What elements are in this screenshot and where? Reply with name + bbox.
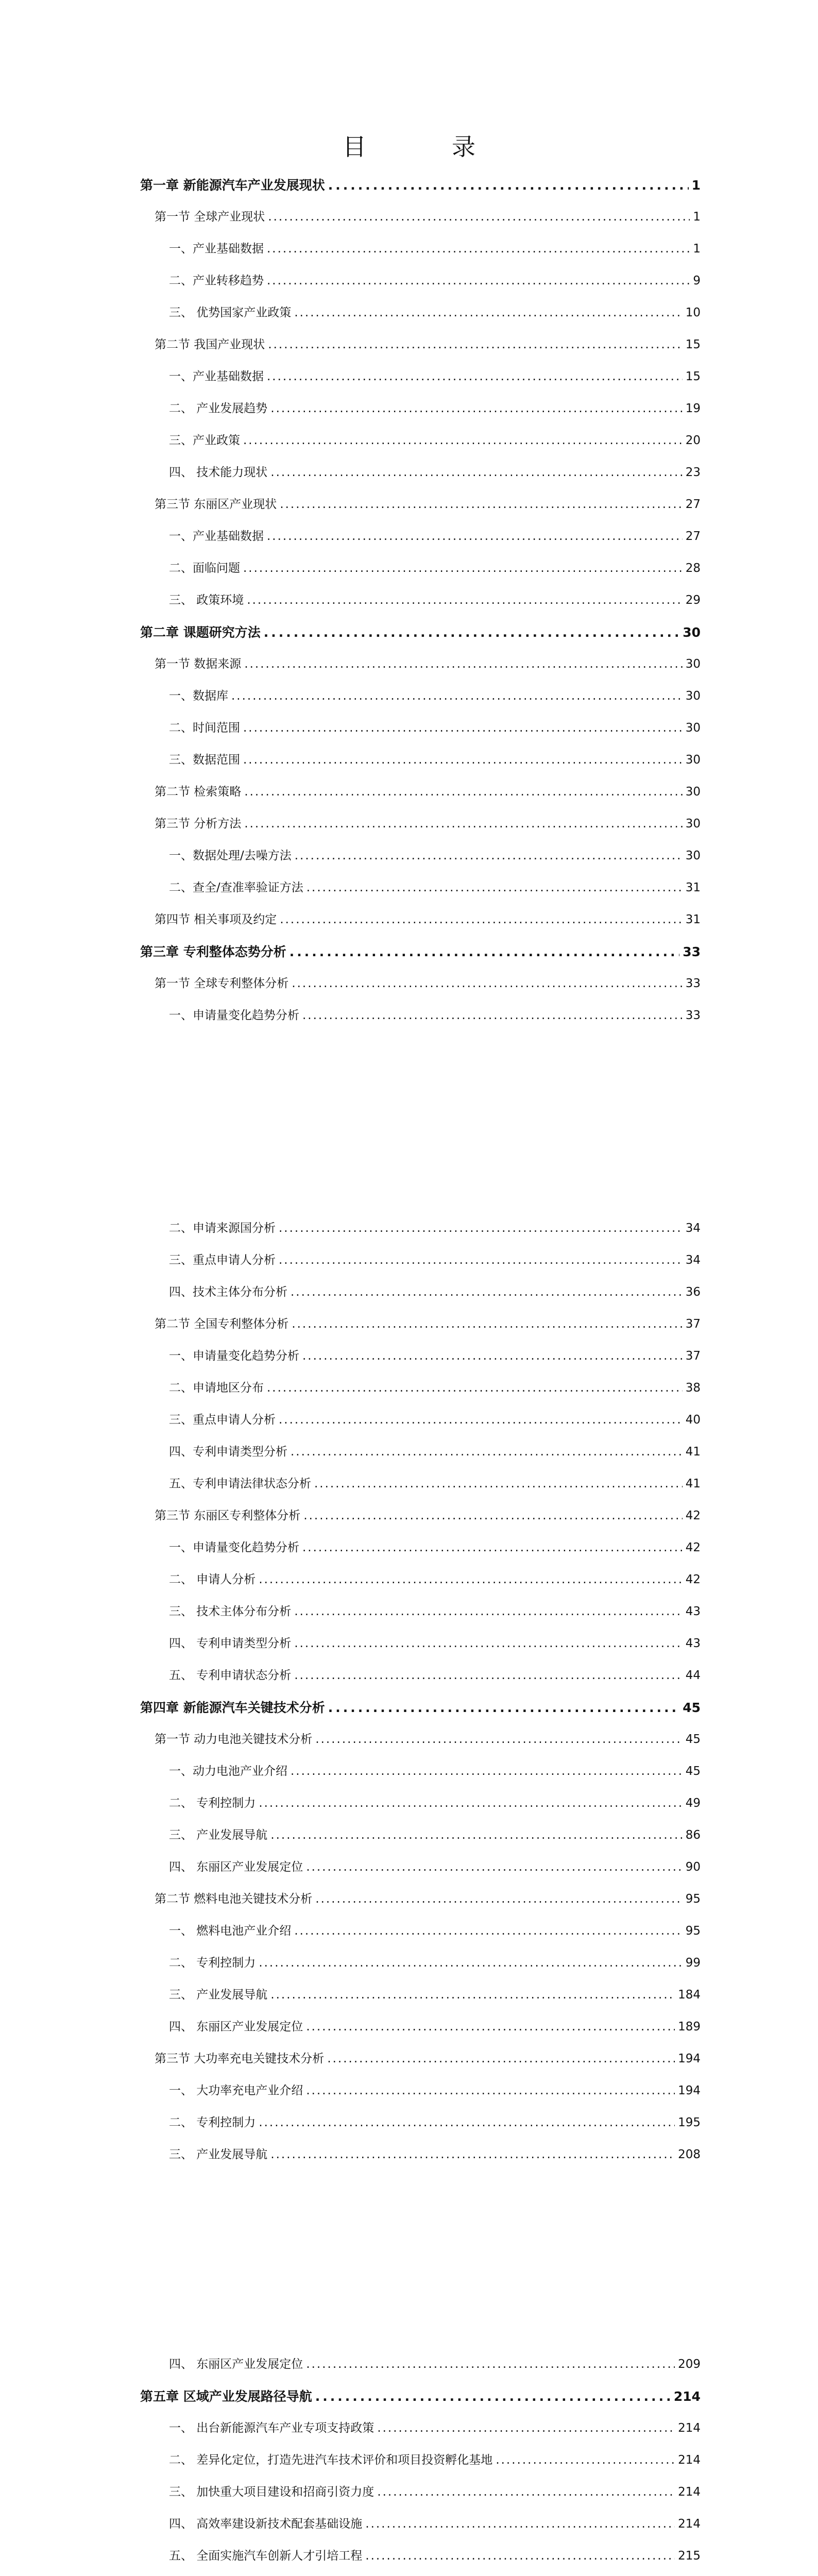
toc-entry-label: 四、专利申请类型分析 [169,1445,287,1459]
toc-page-number: 42 [685,1509,701,1522]
toc-page-number: 1 [693,242,701,256]
toc-dot-leader [294,1637,682,1650]
toc-subsection-entry[interactable] [169,1282,701,1299]
toc-entry-label: 二、 差异化定位，打造先进汽车技术评价和项目投资孵化基地 [169,2453,493,2467]
toc-entry-label: 四、技术主体分布分析 [169,1285,287,1299]
toc-chapter-entry[interactable] [140,2386,701,2405]
toc-entry-label: 第三节 分析方法 [155,817,242,831]
toc-entry-label: 三、 产业发展导航 [169,1988,268,2002]
toc-dot-leader [302,1541,683,1554]
toc-dot-leader [259,2116,675,2129]
toc-chapter-entry[interactable] [140,1698,701,1716]
toc-entry-label: 五、 全面实施汽车创新人才引培工程 [169,2549,363,2563]
toc-entry-label: 二、申请地区分布 [169,1381,264,1395]
toc-subsection-entry[interactable] [169,1953,701,1970]
toc-dot-leader [267,274,690,287]
toc-page-number: 31 [685,913,701,926]
toc-dot-leader [243,721,683,735]
toc-dot-leader [259,1797,682,1810]
toc-page-number: 30 [685,817,701,831]
toc-dot-leader [294,1605,682,1618]
toc-page-number: 30 [685,849,701,862]
toc-subsection-entry[interactable] [169,303,701,320]
toc-subsection-entry[interactable] [169,878,701,895]
toc-section-entry[interactable] [155,654,701,671]
toc-entry-label: 一、申请量变化趋势分析 [169,1541,299,1554]
toc-dot-leader [302,1349,683,1363]
toc-dot-leader [377,2421,675,2435]
toc-dot-leader [270,466,682,479]
toc-dot-leader [496,2453,675,2467]
toc-entry-label: 三、重点申请人分析 [169,1413,276,1427]
toc-entry-label: 三、数据范围 [169,753,240,767]
toc-page-number: 184 [678,1988,701,2002]
toc-entry-label: 二、申请来源国分析 [169,1222,276,1235]
toc-entry-label: 四、 专利申请类型分析 [169,1637,292,1650]
toc-dot-leader [243,753,683,767]
toc-entry-label: 第五章 区域产业发展路径导航 [140,2389,312,2404]
toc-page-number: 86 [685,1828,701,1842]
toc-page-number: 1 [691,178,701,193]
toc-page-number: 20 [685,434,701,447]
toc-subsection-entry[interactable] [169,1006,701,1023]
toc-page-number: 195 [678,2116,701,2129]
toc-page-number: 99 [685,1956,701,1970]
toc-page-number: 194 [678,2052,701,2065]
toc-page-number: 15 [685,370,701,383]
toc-section-entry[interactable] [155,495,701,512]
toc-subsection-entry[interactable] [169,750,701,767]
toc-dot-leader [328,1700,679,1715]
toc-entry-label: 第一节 全球专利整体分析 [155,977,289,990]
toc-entry-label: 三、 技术主体分布分析 [169,1605,292,1618]
toc-page-number: 30 [685,721,701,735]
toc-chapter-entry[interactable] [140,942,701,960]
toc-entry-label: 二、时间范围 [169,721,240,735]
toc-page-number: 37 [685,1317,701,1331]
toc-entry-label: 第二节 全国专利整体分析 [155,1317,289,1331]
toc-page-number: 44 [685,1669,701,1682]
toc-page-number: 214 [673,2389,701,2404]
toc-page-number: 31 [685,881,701,894]
toc-page-number: 40 [685,1413,701,1427]
toc-dot-leader [243,562,683,575]
toc-dot-leader [303,1509,682,1522]
toc-page-number: 43 [685,1637,701,1650]
toc-page-number: 194 [678,2084,701,2097]
toc-entry-label: 二、面临问题 [169,562,240,575]
toc-entry-label: 五、专利申请法律状态分析 [169,1477,311,1490]
toc-page-number: 37 [685,1349,701,1363]
toc-dot-leader [289,944,679,959]
toc-subsection-entry[interactable] [169,239,701,256]
toc-subsection-entry[interactable] [169,431,701,448]
toc-section-entry[interactable] [155,207,701,224]
toc-dot-leader [247,594,682,607]
toc-dot-leader [267,530,683,543]
toc-page-number: 45 [683,1700,701,1715]
toc-page-number: 214 [678,2485,701,2499]
toc-entry-label: 五、 专利申请状态分析 [169,1669,292,1682]
toc-dot-leader [268,210,690,224]
toc-subsection-entry[interactable] [169,2450,701,2467]
toc-page-number: 10 [685,306,701,319]
toc-entry-label: 第三章 专利整体态势分析 [140,944,286,959]
toc-page-number: 45 [685,1733,701,1746]
toc-subsection-entry[interactable] [169,2482,701,2499]
toc-subsection-entry[interactable] [169,1921,701,1938]
toc-page-number: 30 [685,785,701,799]
toc-entry-label: 一、 出台新能源汽车产业专项支持政策 [169,2421,374,2435]
toc-subsection-entry[interactable] [169,1793,701,1810]
toc-entry-label: 三、重点申请人分析 [169,1253,276,1267]
toc-page-number: 36 [685,1285,701,1299]
toc-dot-leader [294,306,682,319]
toc-dot-leader [270,1828,682,1842]
toc-dot-leader [365,2517,675,2531]
toc-dot-leader [280,498,682,511]
toc-subsection-entry[interactable] [169,1666,701,1683]
toc-page-number: 41 [685,1477,701,1490]
toc-subsection-entry[interactable] [169,2354,701,2371]
toc-dot-leader [292,1317,682,1331]
toc-entry-label: 一、产业基础数据 [169,242,264,256]
toc-entry-label: 二、 申请人分析 [169,1573,256,1586]
toc-section-entry[interactable] [155,2049,701,2066]
toc-subsection-entry[interactable] [169,558,701,575]
toc-entry-label: 第三节 东丽区产业现状 [155,498,277,511]
toc-entry-label: 二、 产业发展趋势 [169,402,268,415]
toc-dot-leader [280,913,682,926]
toc-subsection-entry[interactable] [169,2546,701,2563]
toc-section-entry[interactable] [155,782,701,799]
toc-page-number: 30 [683,625,701,640]
toc-subsection-entry[interactable] [169,1346,701,1363]
toc-page-number: 214 [678,2421,701,2435]
toc-dot-leader [243,434,683,447]
toc-subsection-entry[interactable] [169,1857,701,1874]
toc-dot-leader [267,1381,683,1395]
toc-page-number: 214 [678,2453,701,2467]
toc-entry-label: 第二节 我国产业现状 [155,338,265,351]
toc-page-number: 189 [678,2020,701,2033]
toc-dot-leader [244,817,682,831]
toc-subsection-entry[interactable] [169,2017,701,2034]
toc-subsection-entry[interactable] [169,463,701,480]
toc-page-number: 41 [685,1445,701,1459]
toc-subsection-entry[interactable] [169,2145,701,2162]
toc-section-entry[interactable] [155,910,701,927]
toc-chapter-entry[interactable] [140,175,701,194]
toc-page-number: 45 [685,1765,701,1778]
toc-subsection-entry[interactable] [169,2418,701,2435]
toc-subsection-entry[interactable] [169,1538,701,1555]
toc-entry-label: 三、 加快重大项目建设和招商引资力度 [169,2485,374,2499]
toc-page-number: 34 [685,1222,701,1235]
toc-page-number: 27 [685,530,701,543]
toc-dot-leader [315,1733,682,1746]
toc-dot-leader [294,1669,682,1682]
toc-title: 目 录 [343,133,506,161]
toc-entry-label: 一、产业基础数据 [169,530,264,543]
toc-subsection-entry[interactable] [169,1442,701,1459]
toc-entry-label: 第四章 新能源汽车关键技术分析 [140,1700,325,1715]
toc-dot-leader [291,1765,683,1778]
toc-page-number: 19 [685,402,701,415]
toc-entry-label: 四、 东丽区产业发展定位 [169,2020,303,2033]
toc-section-entry[interactable] [155,814,701,831]
toc-subsection-entry[interactable] [169,1474,701,1491]
toc-subsection-entry[interactable] [169,271,701,288]
toc-subsection-entry[interactable] [169,2113,701,2130]
toc-dot-leader [259,1956,682,1970]
toc-dot-leader [314,1477,683,1490]
toc-page-number: 42 [685,1541,701,1554]
toc-page-number: 95 [685,1892,701,1906]
toc-page-number: 33 [685,1009,701,1022]
toc-page-number: 42 [685,1573,701,1586]
toc-page-number: 1 [693,210,701,224]
toc-entry-label: 四、 东丽区产业发展定位 [169,2358,303,2371]
toc-subsection-entry[interactable] [169,590,701,607]
toc-entry-label: 四、 东丽区产业发展定位 [169,1860,303,1874]
toc-dot-leader [270,2148,675,2161]
toc-entry-label: 一、数据库 [169,689,228,703]
toc-page-number: 30 [685,753,701,767]
toc-subsection-entry[interactable] [169,1570,701,1587]
toc-subsection-entry[interactable] [169,1761,701,1778]
toc-entry-label: 二、查全/查准率验证方法 [169,881,303,894]
toc-page-number: 43 [685,1605,701,1618]
toc-subsection-entry[interactable] [169,718,701,735]
toc-dot-leader [231,689,683,703]
toc-dot-leader [267,370,683,383]
toc-dot-leader [244,785,682,799]
toc-entry-label: 第四节 相关事项及约定 [155,913,277,926]
toc-dot-leader [306,881,683,894]
toc-subsection-entry[interactable] [169,1602,701,1619]
toc-dot-leader [294,1924,682,1938]
toc-page-number: 214 [678,2517,701,2531]
toc-dot-leader [279,1222,683,1235]
toc-entry-label: 第一章 新能源汽车产业发展现状 [140,178,325,193]
toc-dot-leader [306,2084,675,2097]
toc-entry-label: 一、 大功率充电产业介绍 [169,2084,303,2097]
toc-dot-leader [327,2052,675,2065]
toc-page-number: 33 [683,944,701,959]
toc-dot-leader [279,1413,683,1427]
toc-page-number: 215 [678,2549,701,2563]
toc-dot-leader [264,625,679,640]
toc-section-entry[interactable] [155,1314,701,1331]
toc-subsection-entry[interactable] [169,846,701,863]
toc-page-number: 209 [678,2358,701,2371]
toc-dot-leader [306,2358,675,2371]
toc-page-number: 23 [685,466,701,479]
toc-subsection-entry[interactable] [169,2514,701,2531]
toc-page-number: 33 [685,977,701,990]
toc-dot-leader [279,1253,683,1267]
toc-entry-label: 第一节 全球产业现状 [155,210,265,224]
toc-subsection-entry[interactable] [169,2081,701,2098]
toc-dot-leader [292,977,682,990]
toc-subsection-entry[interactable] [169,367,701,384]
toc-subsection-entry[interactable] [169,1218,701,1235]
toc-entry-label: 四、 高效率建设新技术配套基础设施 [169,2517,363,2531]
toc-entry-label: 二、 专利控制力 [169,2116,256,2129]
toc-dot-leader [268,338,682,351]
toc-dot-leader [302,1009,683,1022]
toc-dot-leader [270,1988,675,2002]
toc-entry-label: 二、 专利控制力 [169,1956,256,1970]
toc-dot-leader [377,2485,675,2499]
toc-entry-label: 一、数据处理/去噪方法 [169,849,292,862]
toc-entry-label: 三、 政策环境 [169,594,244,607]
toc-dot-leader [315,1892,682,1906]
toc-section-entry[interactable] [155,1889,701,1906]
toc-subsection-entry[interactable] [169,1378,701,1395]
toc-entry-label: 第三节 大功率充电关键技术分析 [155,2052,325,2065]
toc-dot-leader [259,1573,682,1586]
toc-dot-leader [291,1285,683,1299]
toc-dot-leader [328,178,689,193]
toc-subsection-entry[interactable] [169,1825,701,1842]
toc-page-number: 28 [685,562,701,575]
toc-dot-leader [306,2020,675,2033]
toc-entry-label: 一、申请量变化趋势分析 [169,1009,299,1022]
toc-entry-label: 第二节 检索策略 [155,785,242,799]
toc-page-number: 15 [685,338,701,351]
toc-entry-label: 三、 优势国家产业政策 [169,306,292,319]
toc-subsection-entry[interactable] [169,1985,701,2002]
toc-entry-label: 第二章 课题研究方法 [140,625,261,640]
toc-entry-label: 一、申请量变化趋势分析 [169,1349,299,1363]
toc-page-number: 9 [693,274,701,287]
toc-entry-label: 一、 燃料电池产业介绍 [169,1924,292,1938]
toc-subsection-entry[interactable] [169,686,701,703]
toc-dot-leader [315,2389,671,2404]
toc-entry-label: 第一节 动力电池关键技术分析 [155,1733,313,1746]
toc-entry-label: 第一节 数据来源 [155,657,242,671]
toc-dot-leader [291,1445,683,1459]
toc-page-number: 38 [685,1381,701,1395]
toc-entry-label: 二、 专利控制力 [169,1797,256,1810]
toc-page-number: 34 [685,1253,701,1267]
toc-entry-label: 一、产业基础数据 [169,370,264,383]
toc-chapter-entry[interactable] [140,622,701,641]
toc-page-number: 30 [685,657,701,671]
toc-entry-label: 三、 产业发展导航 [169,1828,268,1842]
toc-subsection-entry[interactable] [169,527,701,544]
toc-subsection-entry[interactable] [169,1250,701,1267]
toc-section-entry[interactable] [155,974,701,991]
toc-entry-label: 第二节 燃料电池关键技术分析 [155,1892,313,1906]
toc-entry-label: 第三节 东丽区专利整体分析 [155,1509,301,1522]
toc-subsection-entry[interactable] [169,399,701,416]
toc-section-entry[interactable] [155,1730,701,1747]
toc-page-number: 49 [685,1797,701,1810]
toc-page-number: 95 [685,1924,701,1938]
toc-dot-leader [365,2549,675,2563]
toc-page-number: 208 [678,2148,701,2161]
toc-page-number: 29 [685,594,701,607]
toc-dot-leader [306,1860,682,1874]
toc-dot-leader [295,849,683,862]
toc-entry-label: 二、产业转移趋势 [169,274,264,287]
toc-dot-leader [244,657,682,671]
toc-subsection-entry[interactable] [169,1634,701,1651]
toc-entry-label: 三、 产业发展导航 [169,2148,268,2161]
toc-page-number: 30 [685,689,701,703]
toc-entry-label: 三、产业政策 [169,434,240,447]
toc-subsection-entry[interactable] [169,1410,701,1427]
toc-section-entry[interactable] [155,335,701,352]
toc-entry-label: 四、 技术能力现状 [169,466,268,479]
toc-page-number: 90 [685,1860,701,1874]
toc-page-number: 27 [685,498,701,511]
toc-section-entry[interactable] [155,1506,701,1523]
toc-dot-leader [267,242,690,256]
toc-dot-leader [270,402,682,415]
toc-entry-label: 一、动力电池产业介绍 [169,1765,287,1778]
